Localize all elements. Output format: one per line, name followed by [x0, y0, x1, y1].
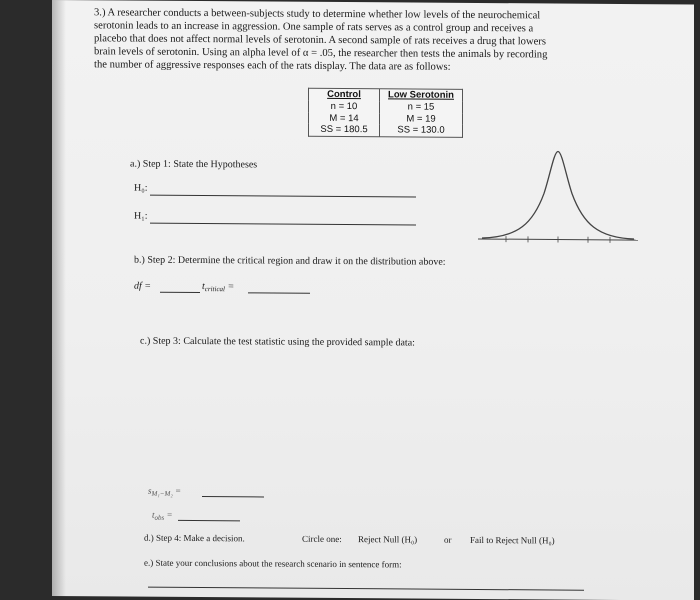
- t-obs-label: $t_{obs}$ =: [152, 509, 173, 522]
- problem-line: the number of aggressive responses each of the rats display. The data are as follows:: [94, 59, 451, 73]
- df-answer-line[interactable]: [160, 292, 200, 293]
- h1-label: H₁:: [134, 210, 148, 222]
- problem-line: serotonin leads to an increase in aggression. One sample of rats serves as a control group and receives a: [94, 20, 534, 35]
- table-cell: n = 15: [407, 101, 435, 113]
- t-obs-answer-line[interactable]: [178, 520, 240, 521]
- step1-title: a.) Step 1: State the Hypotheses: [130, 158, 258, 171]
- circle-one-label: Circle one:: [302, 533, 342, 545]
- step2-title: b.) Step 2: Determine the critical region and draw it on the distribution above:: [134, 254, 446, 268]
- table-row: [309, 124, 463, 137]
- std-error-answer-line[interactable]: [202, 496, 264, 497]
- table-header-control: Control: [309, 88, 380, 101]
- step3-title: c.) Step 3: Calculate the test statistic using the provided sample data:: [140, 335, 415, 349]
- table-cell: M = 19: [406, 112, 436, 125]
- step4-title: d.) Step 4: Make a decision.: [144, 532, 245, 544]
- or-label: or: [444, 534, 452, 545]
- h0-answer-line[interactable]: [150, 195, 416, 198]
- problem-line: brain levels of serotonin. Using an alpha level of α = .05, the researcher then tests the animals by recording: [94, 46, 548, 61]
- h0-label: H₀:: [134, 182, 148, 194]
- table-cell: n = 10: [309, 101, 380, 113]
- table-cell: SS = 130.0: [397, 124, 445, 136]
- table-cell: SS = 180.5: [309, 124, 380, 136]
- conclusion-answer-line[interactable]: [148, 587, 584, 591]
- worksheet-page: [52, 0, 694, 600]
- table-row: [309, 101, 463, 114]
- table-cell: M = 14: [309, 112, 380, 124]
- reject-null-option[interactable]: Reject Null (H₀): [358, 534, 418, 545]
- fail-to-reject-option[interactable]: Fail to Reject Null (H₀): [470, 534, 555, 546]
- normal-distribution-icon[interactable]: [478, 143, 638, 254]
- table-header-low-serotonin: Low Serotonin: [388, 89, 454, 101]
- std-error-label: $s_{M_1-M_2}$ =: [148, 485, 182, 498]
- page-shadow: [52, 0, 66, 596]
- h1-answer-line[interactable]: [150, 223, 416, 226]
- data-table: [308, 88, 463, 138]
- df-label: df =: [134, 280, 152, 292]
- t-critical-label: $t_{critical}$ =: [202, 281, 235, 294]
- problem-line: 3.) A researcher conducts a between-subjects study to determine whether low levels of the neurochemical: [94, 7, 541, 22]
- problem-statement: [94, 6, 614, 75]
- problem-line: placebo that does not affect normal levels of serotonin. A second sample of rats receives a drug that lowers: [94, 33, 546, 48]
- t-critical-answer-line[interactable]: [248, 292, 310, 293]
- step5-title: e.) State your conclusions about the research scenario in sentence form:: [144, 557, 402, 570]
